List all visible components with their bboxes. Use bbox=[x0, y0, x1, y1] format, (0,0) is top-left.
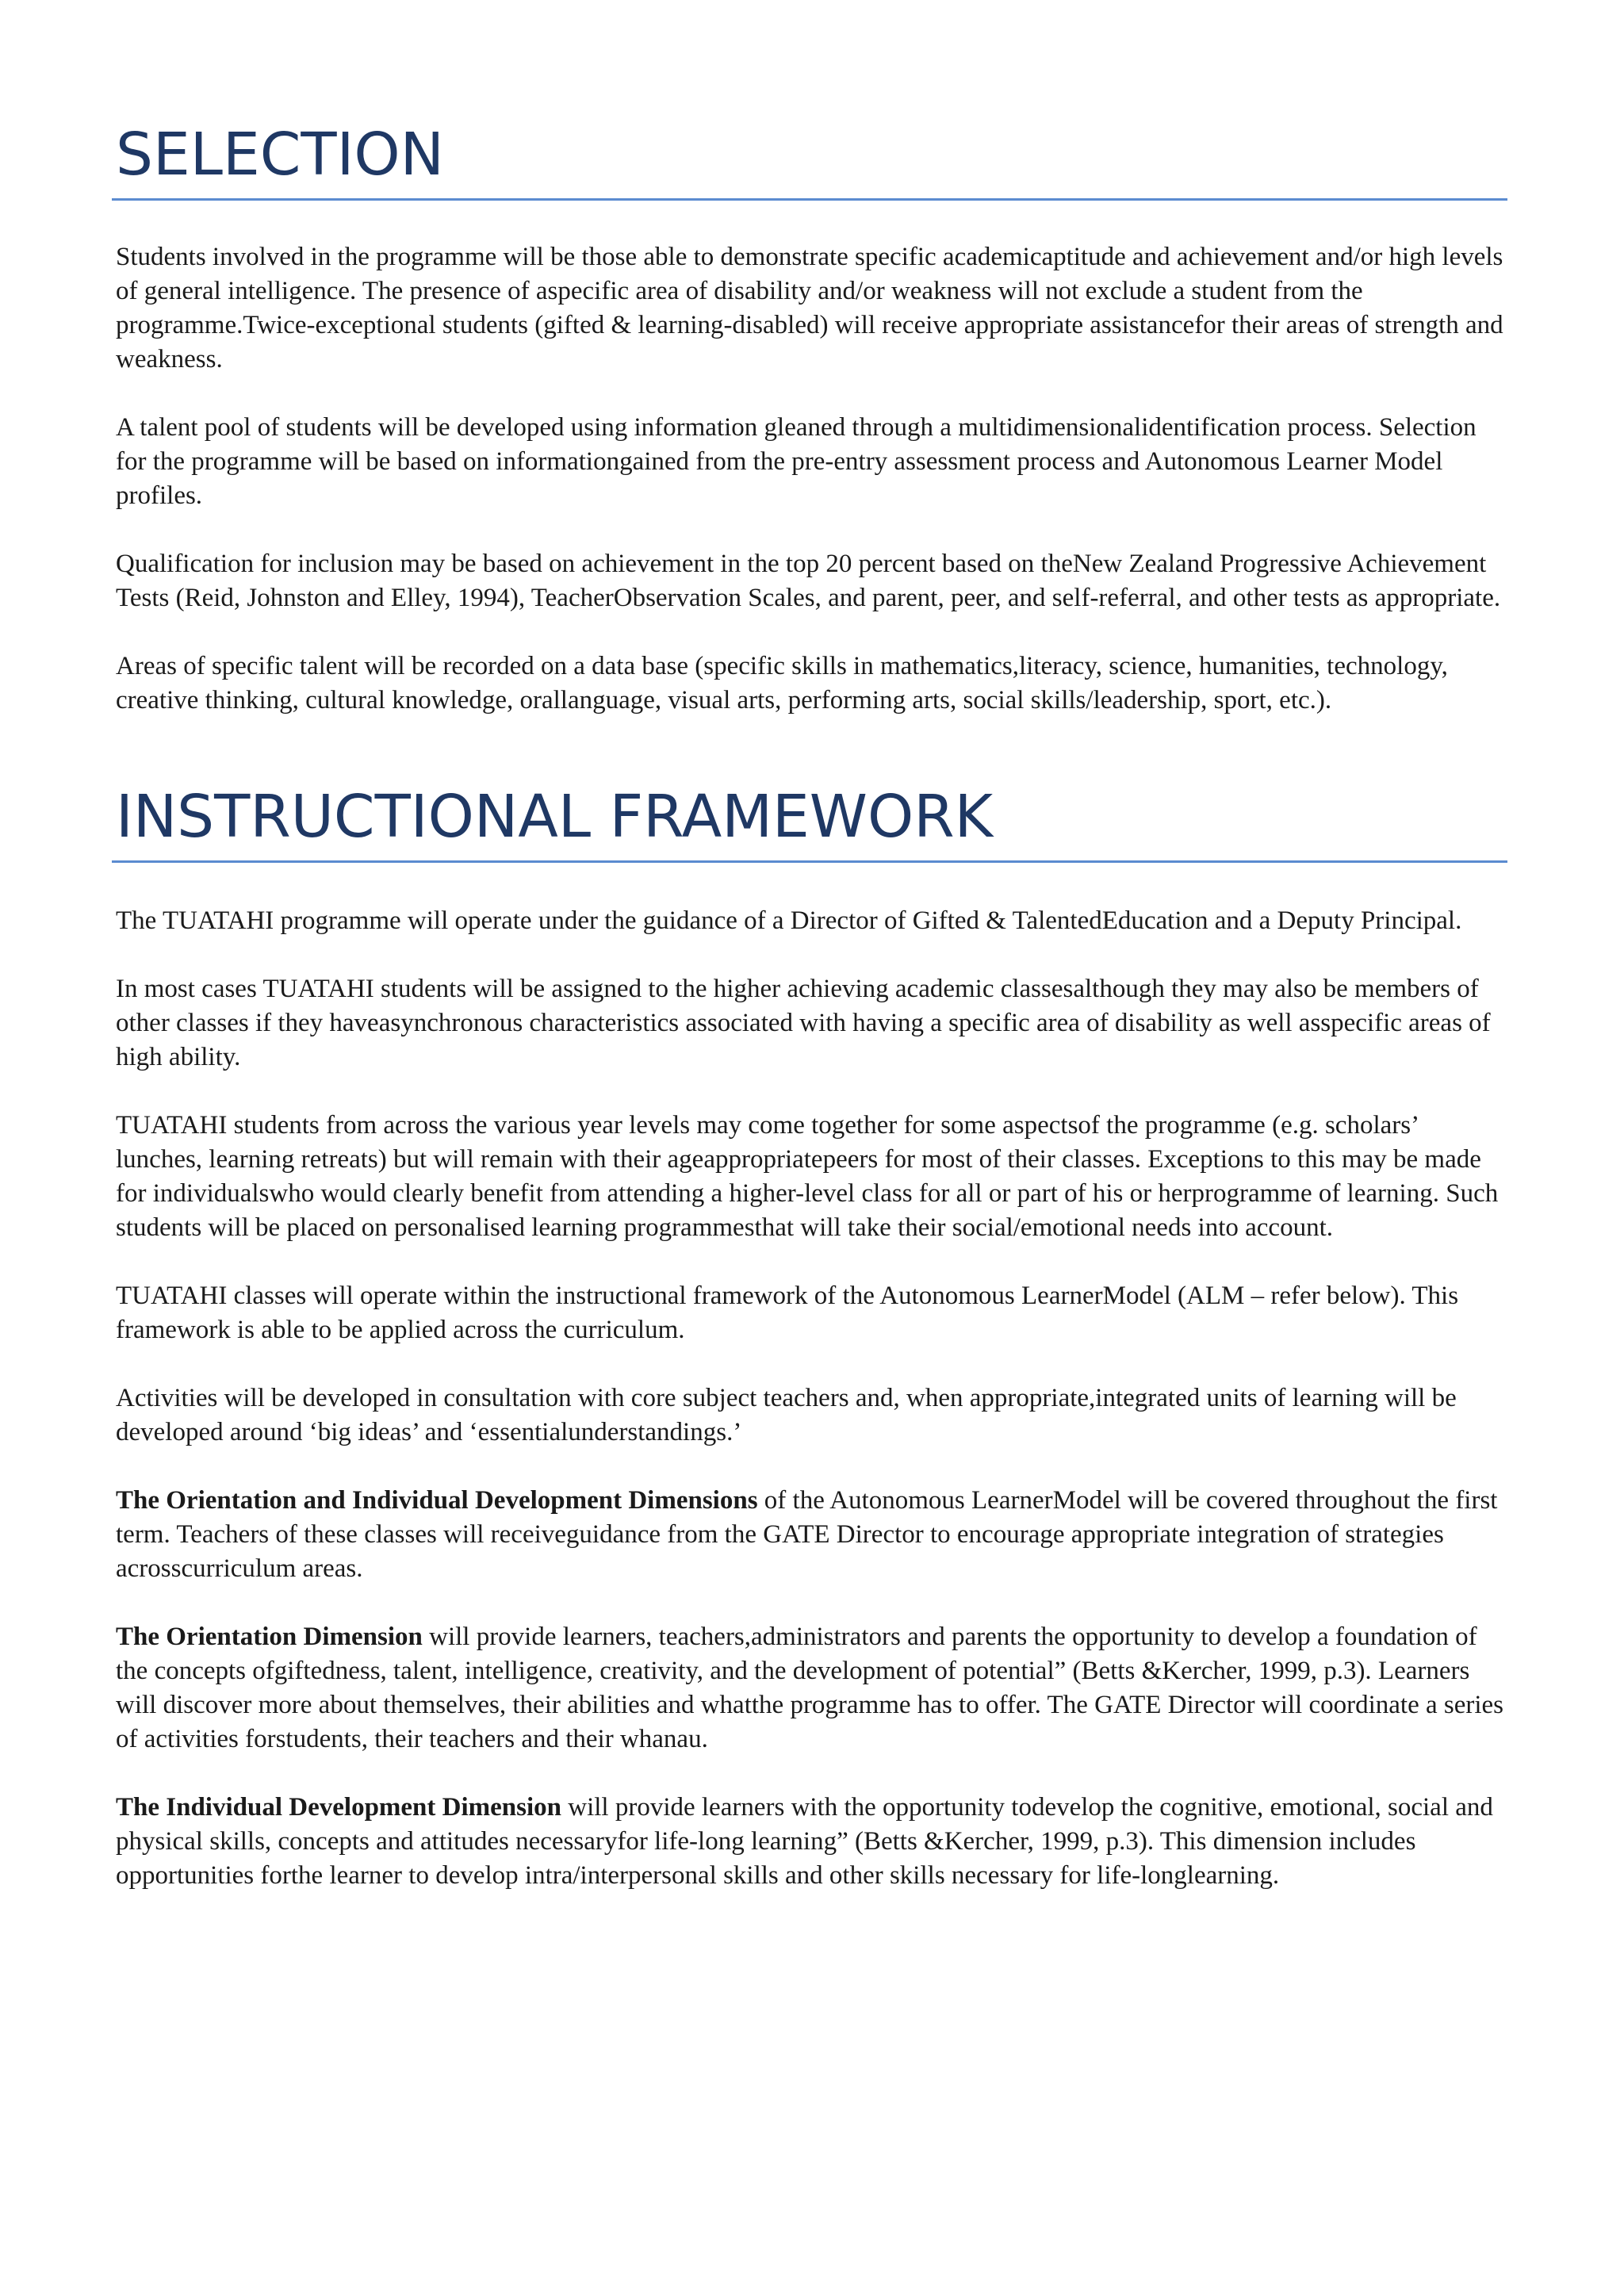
orientation-individual-paragraph bbox=[116, 1484, 1503, 1586]
heading-underline bbox=[112, 198, 1507, 201]
framework-paragraph-3: TUATAHI students from across the various year levels may come together for some aspectsof the programme (e.g. scholars’ lunches, learning retreats) but will remain with their ageappropriatepeers for most of their classes. Exceptions to this may be made for individualswho would clearly benefit from attending a higher-level class for all or part of his or herprogramme of learning. Such students will be placed on personalised learning programmesthat will take their social/emotional needs into account. bbox=[116, 1111, 1499, 1242]
selection-section bbox=[116, 119, 1503, 718]
selection-paragraph-1: Students involved in the programme will be those able to demonstrate specific academicaptitude and achievement and/or high levels of general intelligence. The presence of aspecific area of disability and/or weakness will not exclude a student from the programme.Twice-exceptional students (gifted & learning-disabled) will receive appropriate assistancefor their areas of strength and weakness. bbox=[116, 243, 1503, 374]
page-content bbox=[116, 119, 1503, 1893]
framework-paragraph-4: TUATAHI classes will operate within the instructional framework of the Autonomous LearnerModel (ALM – refer below). This framework is able to be applied across the curriculum. bbox=[116, 1282, 1459, 1344]
orientation-individual-lead: The Orientation and Individual Development Dimensions bbox=[116, 1486, 758, 1515]
heading-underline bbox=[112, 860, 1507, 863]
instructional-framework-heading: INSTRUCTIONAL FRAMEWORK bbox=[116, 783, 994, 851]
selection-paragraph-3: Qualification for inclusion may be based on achievement in the top 20 percent based on theNew Zealand Progressive Achievement Tests (Reid, Johnston and Elley, 1994), TeacherObservation Scales, and parent, peer, and self-referral, and other tests as appropriate. bbox=[116, 550, 1501, 612]
selection-heading: SELECTION bbox=[116, 121, 445, 189]
orientation-dimension-lead: The Orientation Dimension bbox=[116, 1623, 423, 1651]
selection-paragraph-4: Areas of specific talent will be recorded on a data base (specific skills in mathematics,literacy, science, humanities, technology, creative thinking, cultural knowledge, orallanguage, visual arts, performing arts, social skills/leadership, sport, etc.). bbox=[116, 652, 1448, 715]
framework-paragraph-2: In most cases TUATAHI students will be assigned to the higher achieving academic classesalthough they may also be members of other classes if they haveasynchronous characteristics associated with having a specific area of disability as well asspecific areas of high ability. bbox=[116, 975, 1491, 1071]
selection-body bbox=[116, 240, 1503, 718]
framework-paragraph-1: The TUATAHI programme will operate under the guidance of a Director of Gifted & TalentedEducation and a Deputy Principal. bbox=[116, 906, 1462, 935]
framework-paragraph-5: Activities will be developed in consultation with core subject teachers and, when appropriate,integrated units of learning will be developed around ‘big ideas’ and ‘essentialunderstandings.’ bbox=[116, 1384, 1457, 1446]
selection-paragraph-2: A talent pool of students will be developed using information gleaned through a multidimensionalidentification process. Selection for the programme will be based on informationgained from the pre-entry assessment process and Autonomous Learner Model profiles. bbox=[116, 413, 1477, 510]
individual-dimension-lead: The Individual Development Dimension bbox=[116, 1793, 561, 1822]
orientation-individual-text: of the Autonomous LearnerModel will be covered throughout the first term. Teachers of these classes will receiveguidance from the GATE Director to encourage appropriate integration of strategies acrosscurriculum areas. bbox=[116, 1486, 1498, 1583]
orientation-dimension-text: will provide learners, teachers,administrators and parents the opportunity to develop a foundation of the concepts ofgiftedness, talent, intelligence, creativity, and the development of potential” (Betts &Kercher, 1999, p.3). Learners will discover more about themselves, their abilities and whatthe programme has to offer. The GATE Director will coordinate a series of activities forstudents, their teachers and their whanau. bbox=[116, 1623, 1504, 1753]
instructional-framework-body bbox=[116, 904, 1503, 1893]
individual-dimension-text: will provide learners with the opportunity todevelop the cognitive, emotional, social and physical skills, concepts and attitudes necessaryfor life-long learning” (Betts &Kercher, 1999, p.3). This dimension includes opportunities forthe learner to develop intra/interpersonal skills and other skills necessary for life-longlearning. bbox=[116, 1793, 1493, 1890]
individual-dimension-paragraph bbox=[116, 1791, 1503, 1893]
orientation-dimension-paragraph bbox=[116, 1620, 1503, 1757]
instructional-framework-section bbox=[116, 781, 1503, 1893]
